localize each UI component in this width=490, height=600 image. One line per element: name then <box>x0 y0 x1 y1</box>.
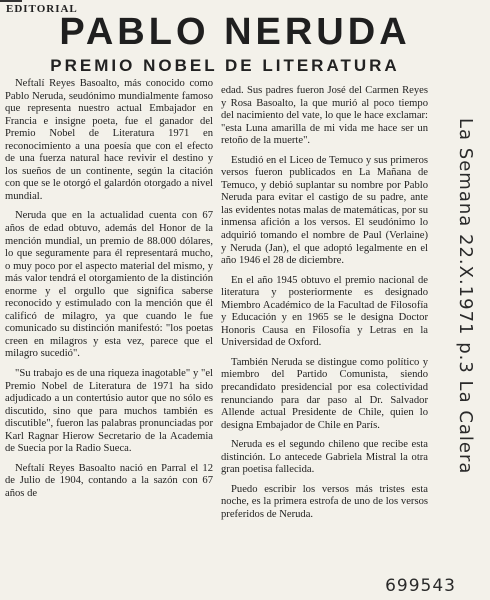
paragraph: Neruda que en la actualidad cuenta con 67 años de edad obtuvo, además del Honor de la mención mundial, un premio de 88.000 dólares, lo que seguramente para él representará mucho, o muy poco por el aspecto material del mismo, y más valor tendrá el otorgamiento de la distinción enorme y el orgullo que significa saberse reconocido y estimulado con la mención que él calificó de milagro, ya que cuando le fue comunicado su distinción manifestó: "los poetas creen en milagros y esta vez, parece que el milagro sucedió". <box>5 210 213 360</box>
handwritten-serial-number: 699543 <box>385 576 456 596</box>
paragraph: edad. Sus padres fueron José del Carmen Reyes y Rosa Basoalto, la que murió al poco tiempo del nacimiento del vate, lo que le hace exclamar: "esta Luna amarilla de mi vida me hace ser un retoño de la muerte". <box>221 85 428 147</box>
paragraph: Puedo escribir los versos más tristes esta noche, es la primera estrofa de uno de los versos preferidos de Neruda. <box>221 483 428 520</box>
paragraph: Estudió en el Liceo de Temuco y sus primeros versos fueron publicados en La Mañana de Temuco, y debió suplantar su nombre por Pablo Neruda para evitar el castigo de su padre, ante las evidentes notas malas de matemáticas, por su inmensa afición a los versos. El seudónimo lo adquirió tomando el nombre de Paul (Verlaine) y Neruda (Jan), el que adoptó legalmente en el año 1946 el 28 de diciembre. <box>221 154 428 267</box>
paragraph: En el año 1945 obtuvo el premio nacional de literatura y posteriormente es designado Miembro Académico de la Facultad de Filosofía y Educación y en 1965 se le designa Doctor Honoris Causa en Filosofía y Letras en la Universidad de Oxford. <box>221 274 428 349</box>
article-column-left <box>5 78 213 508</box>
paragraph: Neftalí Reyes Basoalto, más conocido como Pablo Neruda, seudónimo mundialmente famoso que representa nuestro actual Embajador en Francia e insigne poeta, fue el ganador del Premio Nobel de Literatura 1971 en reconocimiento a una poesía que con el efecto de una fuerza natural hace revivir el destino y los sueños de un continente, según la citación con que se le otorgó el galardón otorgado a nivel mundial. <box>5 78 213 202</box>
headline: PABLO NERUDA <box>59 11 411 53</box>
paragraph: Neftalí Reyes Basoalto nació en Parral el 12 de Julio de 1904, contando a la sazón con 67 años de <box>5 462 213 499</box>
paragraph: "Su trabajo es de una riqueza inagotable" y "el Premio Nobel de Literatura de 1971 ha sido adjudicado a un contertúsio autor que no sólo es discutido, sino que para muchos también es discutible", fueron las palabras pronunciadas por Karl Ragnar Hierow Secretario de la Academia de Suecia por la Radio Sueca. <box>5 368 213 455</box>
subheadline: PREMIO NOBEL DE LITERATURA <box>50 56 400 75</box>
handwritten-margin-note: La Semana 22.X.1971 p.3 La Calera <box>455 118 476 475</box>
clipping-edge-mark <box>0 0 22 2</box>
paragraph: También Neruda se distingue como político y miembro del Partido Comunista, siendo precandidato presidencial por esa colectividad renunciando para dar paso al Dr. Salvador Allende actual Presidente de Chile, quien lo designa Embajador de Chile en París. <box>221 356 428 431</box>
article-column-right <box>221 85 428 529</box>
paragraph: Neruda es el segundo chileno que recibe esta distinción. Lo antecede Gabriela Mistral la otra gran poetisa fallecida. <box>221 439 428 476</box>
section-label: EDITORIAL <box>6 3 78 15</box>
